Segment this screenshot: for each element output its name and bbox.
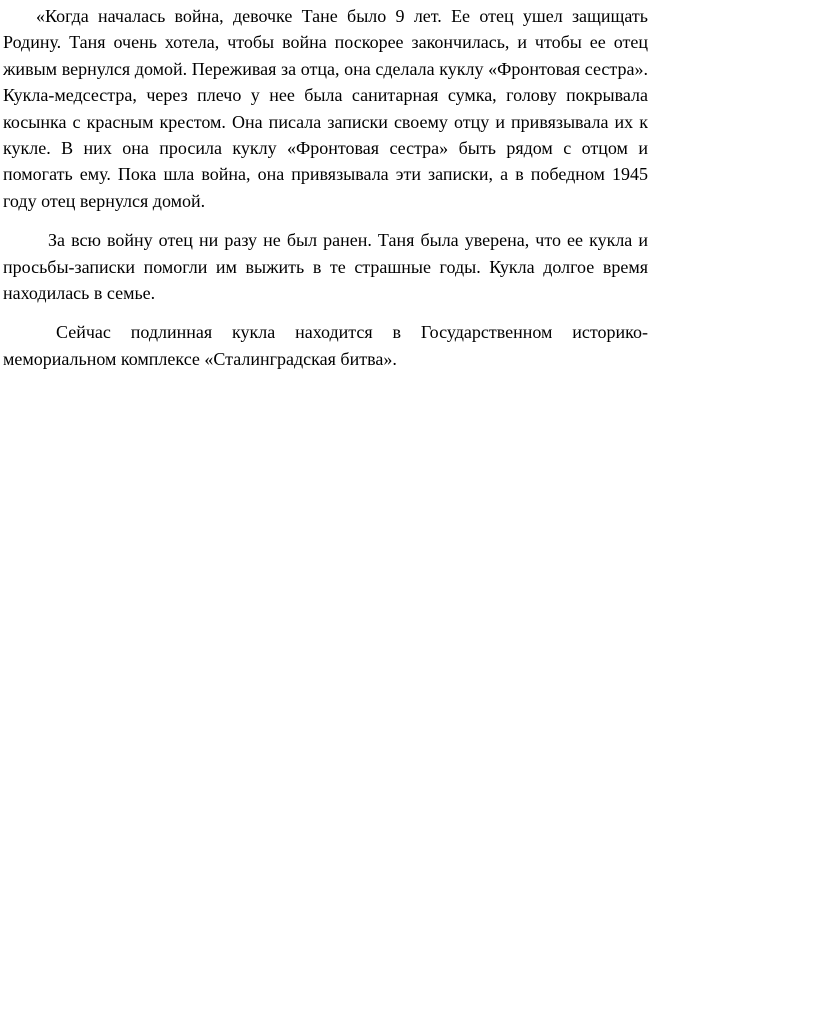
paragraph-father-survived: За всю войну отец ни разу не был ранен. Таня была уверена, что ее кукла и просьбы-записки помогли им выжить в те страшные годы. Кукла долгое время находилась в семье.	[3, 230, 648, 304]
paragraph-museum: Сейчас подлинная кукла находится в Государственном историко-мемориальном комплексе «Сталинградская битва».	[3, 322, 648, 369]
document-page	[3, 3, 648, 372]
paragraph-doll-story: «Когда началась война, девочке Тане было 9 лет. Ее отец ушел защищать Родину. Таня очень хотела, чтобы война поскорее закончилась, и чтобы ее отец живым вернулся домой. Переживая за отца, она сделала куклу «Фронтовая сестра». Кукла-медсестра, через плечо у нее была санитарная сумка, голову покрывала косынка с красным крестом. Она писала записки своему отцу и привязывала их к кукле. В них она просила куклу «Фронтовая сестра» быть рядом с отцом и помогать ему. Пока шла война, она привязывала эти записки, а в победном 1945 году отец вернулся домой.	[3, 6, 648, 211]
